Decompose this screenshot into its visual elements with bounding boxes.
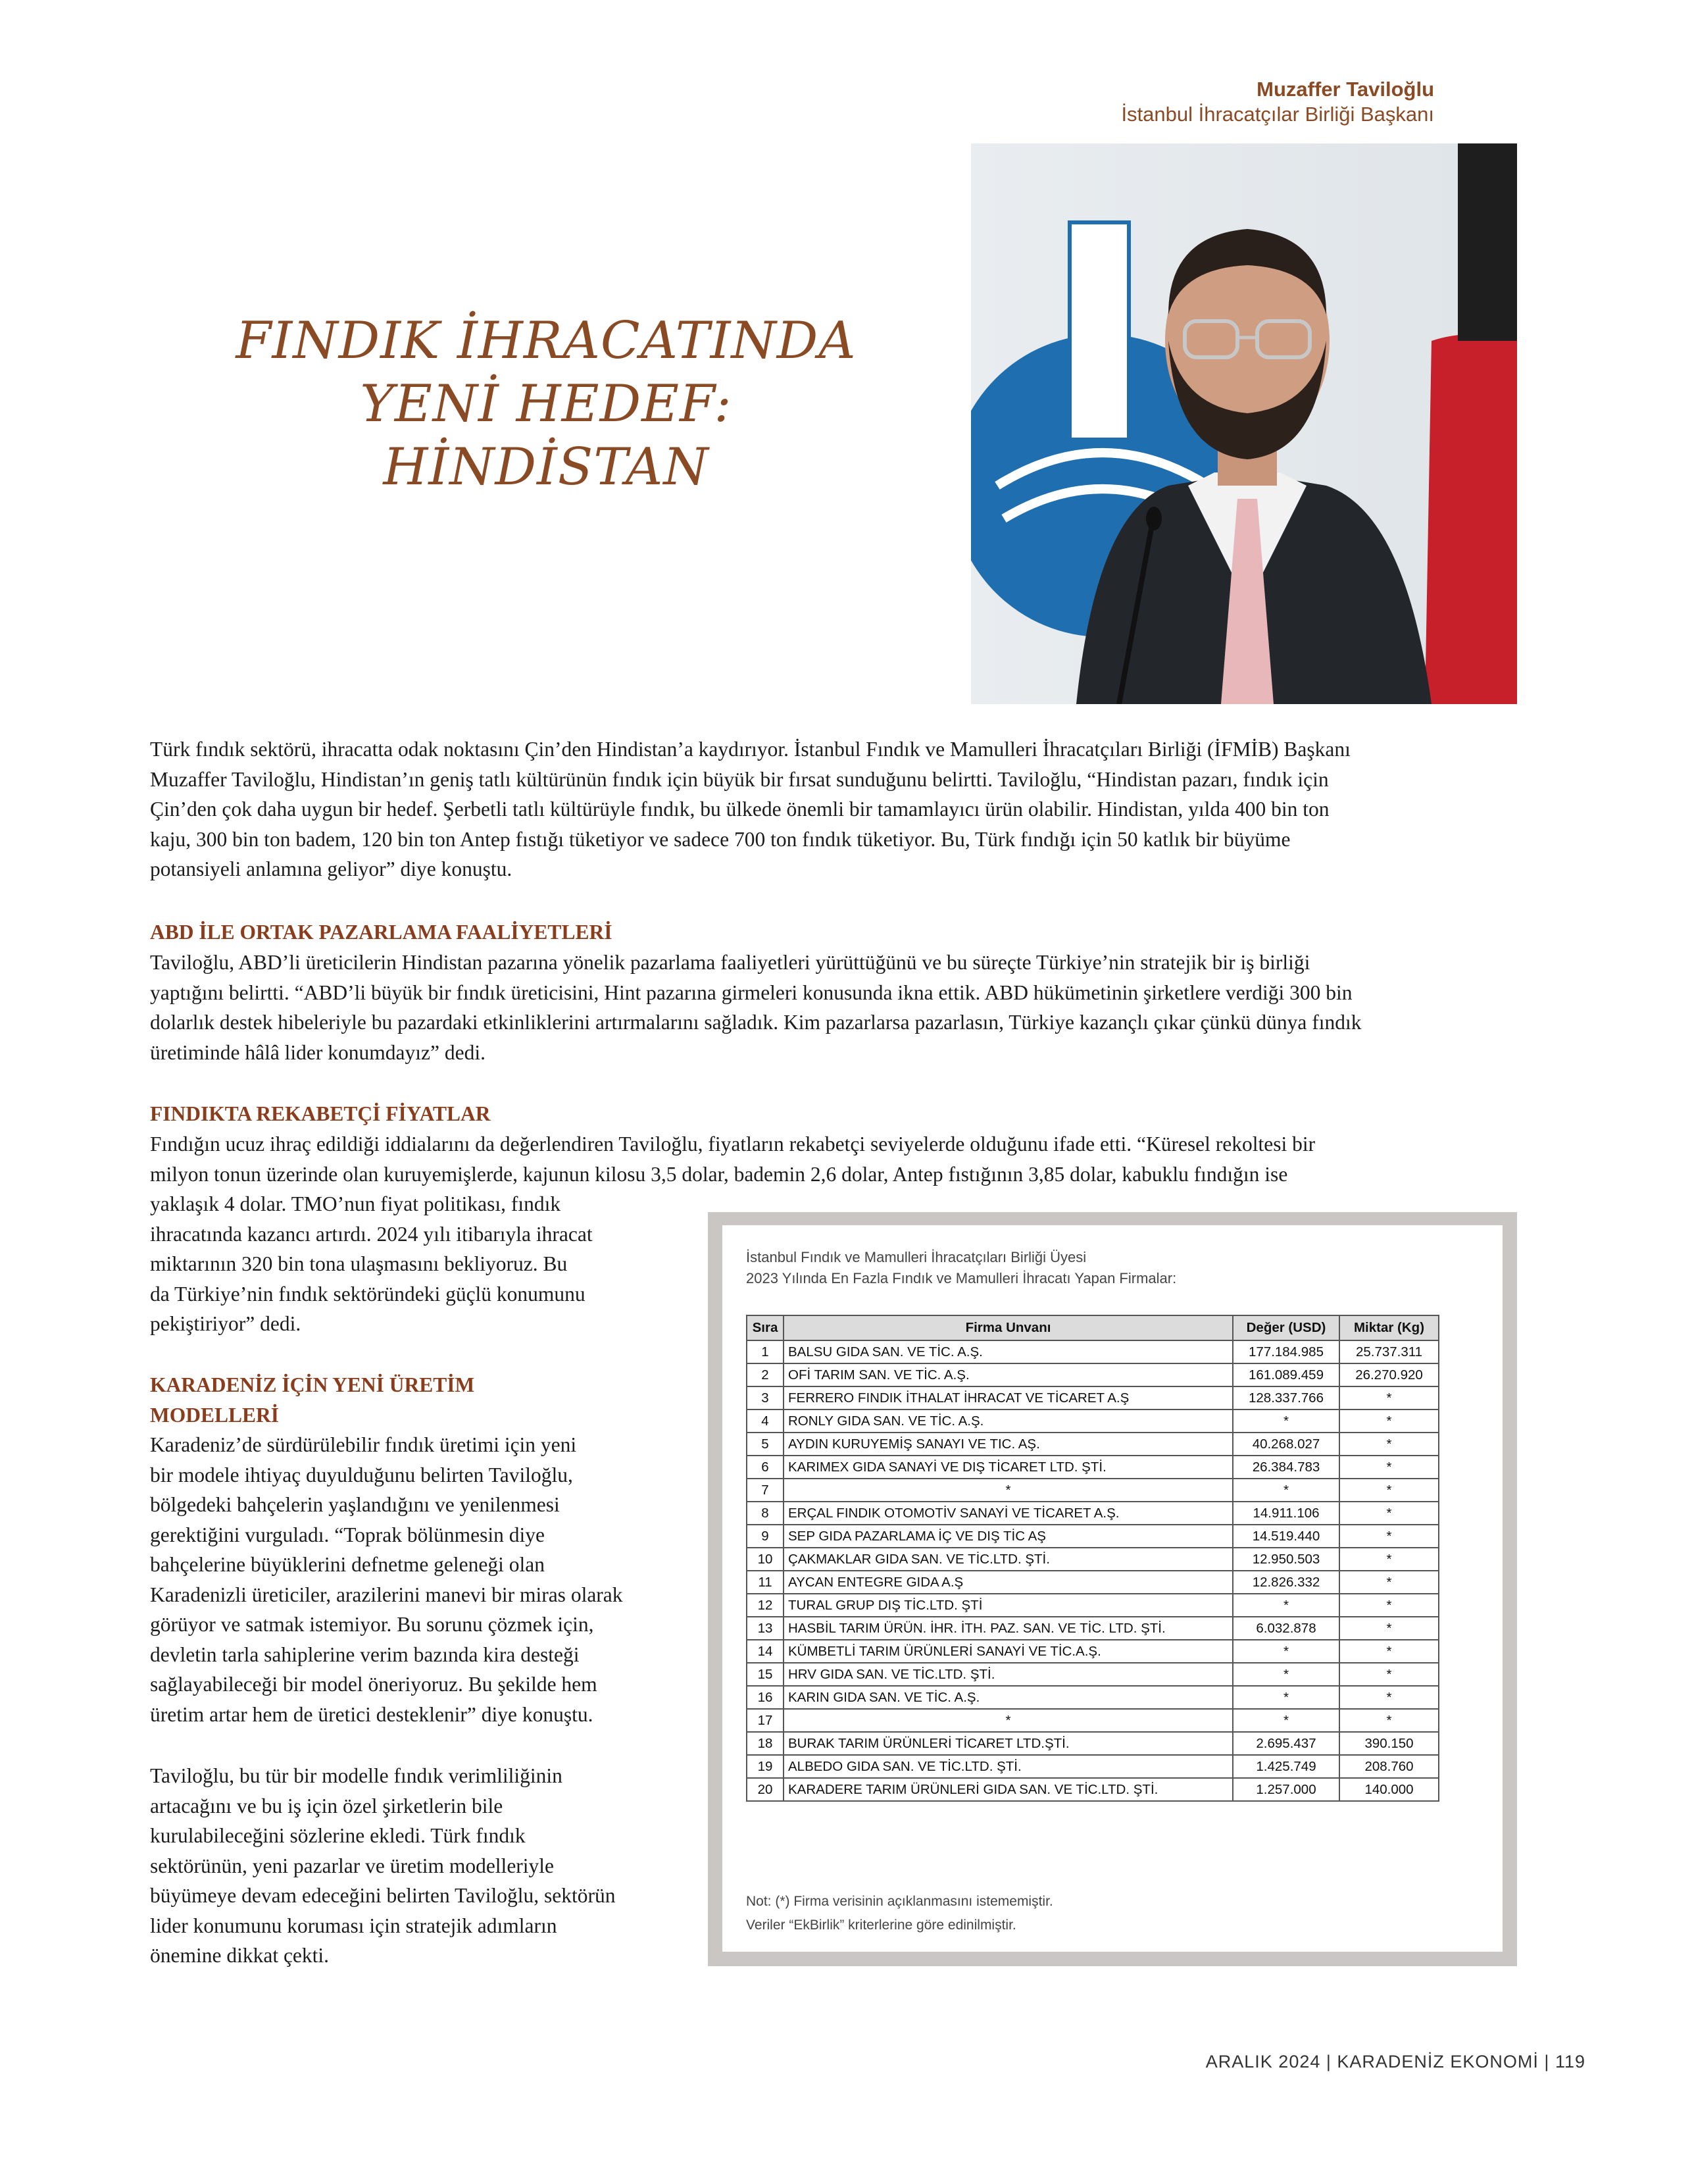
model-line: büyümeye devam edeceğini belirten Taviloğlu, sektörün [150,1884,616,1907]
model-line: lider konumunu koruması için stratejik adımların [150,1914,557,1937]
cell-miktar: 25.737.311 [1339,1340,1439,1363]
table-row [747,1433,1439,1456]
model-line: sektörünün, yeni pazarlar ve üretim modelleriyle [150,1854,555,1877]
cell-miktar: * [1339,1479,1439,1502]
cell-firma: KÜMBETLİ TARIM ÜRÜNLERİ SANAYİ VE TİC.A.Ş. [784,1640,1233,1663]
table-note-line-1: Not: (*) Firma verisinin açıklanmasını istememiştir. [746,1894,1053,1909]
cell-sira: 7 [747,1479,784,1502]
cell-miktar: * [1339,1548,1439,1571]
cell-firma: BALSU GIDA SAN. VE TİC. A.Ş. [784,1340,1233,1363]
model-line: artacağını ve bu iş için özel şirketlerin bile [150,1794,503,1817]
cell-firma: KARIMEX GIDA SANAYİ VE DIŞ TİCARET LTD. ŞTİ. [784,1456,1233,1479]
table-row [747,1340,1439,1363]
cell-sira: 20 [747,1778,784,1801]
table-row [747,1525,1439,1548]
model-line: Karadenizli üreticiler, arazilerini manevi bir miras olarak [150,1583,623,1606]
fiyat-line: miktarının 320 bin tona ulaşmasını bekliyoruz. Bu [150,1252,568,1275]
table-note-line-2: Veriler “EkBirlik” kriterlerine göre edinilmiştir. [746,1917,1016,1933]
headline-line-2: YENİ HEDEF: [360,374,732,434]
cell-sira: 5 [747,1433,784,1456]
fiyat-line: yaklaşık 4 dolar. TMO’nun fiyat politikası, fındık [150,1192,561,1215]
cell-sira: 10 [747,1548,784,1571]
model-line: önemine dikkat çekti. [150,1944,330,1967]
cell-firma: HRV GIDA SAN. VE TİC.LTD. ŞTİ. [784,1663,1233,1686]
cell-deger: * [1233,1663,1339,1686]
abd-line: üretiminde hâlâ lider konumdayız” dedi. [150,1040,486,1064]
intro-line: Muzaffer Taviloğlu, Hindistan’ın geniş tatlı kültürünün fındık için büyük bir fırsat sunduğunu belirtti. Taviloğlu, “Hindistan pazarı, fındık için [150,767,1329,791]
headline-line-1: FINDIK İHRACATINDA [236,311,857,370]
headline-line-3: HİNDİSTAN [383,438,709,497]
cell-miktar: 208.760 [1339,1755,1439,1778]
cell-firma: RONLY GIDA SAN. VE TİC. A.Ş. [784,1409,1233,1433]
headline [217,309,875,499]
cell-sira: 3 [747,1386,784,1409]
model-line: kurulabileceğini sözlerine ekledi. Türk fındık [150,1824,526,1847]
cell-miktar: * [1339,1409,1439,1433]
section-heading-abd [150,917,1466,948]
fiyat-paragraph-narrow [150,1189,676,1339]
cell-deger: * [1233,1640,1339,1663]
table-row [747,1571,1439,1594]
cell-sira: 13 [747,1617,784,1640]
cell-sira: 8 [747,1502,784,1525]
cell-deger: * [1233,1594,1339,1617]
table-row [747,1594,1439,1617]
cell-firma: AYCAN ENTEGRE GIDA A.Ş [784,1571,1233,1594]
cell-sira: 6 [747,1456,784,1479]
cell-deger: 177.184.985 [1233,1340,1339,1363]
table-row [747,1709,1439,1732]
table-row [747,1755,1439,1778]
cell-deger: 14.519.440 [1233,1525,1339,1548]
cell-miktar: * [1339,1456,1439,1479]
fiyat-line: milyon tonun üzerinde olan kuruyemişlerde, kajunun kilosu 3,5 dolar, bademin 2,6 dolar, Antep fıstığının 3,85 dolar, kabuklu fındığın ise [150,1162,1288,1186]
fiyat-line: da Türkiye’nin fındık sektöründeki güçlü konumunu [150,1282,585,1306]
cell-deger: 12.826.332 [1233,1571,1339,1594]
photo-caption-name: Muzaffer Taviloğlu [1257,78,1434,101]
cell-sira: 9 [747,1525,784,1548]
model-line: Taviloğlu, bu tür bir modelle fındık verimliliğinin [150,1764,562,1787]
cell-miktar: * [1339,1525,1439,1548]
cell-miktar: 140.000 [1339,1778,1439,1801]
fiyat-paragraph-wide [150,1129,1532,1189]
cell-firma: KARIN GIDA SAN. VE TİC. A.Ş. [784,1686,1233,1709]
cell-firma: ÇAKMAKLAR GIDA SAN. VE TİC.LTD. ŞTİ. [784,1548,1233,1571]
cell-sira: 1 [747,1340,784,1363]
model-paragraph [150,1430,696,1729]
cell-miktar: * [1339,1617,1439,1640]
page-footer: ARALIK 2024 | KARADENİZ EKONOMİ | 119 [1205,2052,1585,2071]
cell-miktar: * [1339,1640,1439,1663]
model-line: bahçelerine büyüklerini defnetme geleneği olan [150,1553,545,1576]
intro-line: kaju, 300 bin ton badem, 120 bin ton Antep fıstığı tüketiyor ve sadece 700 ton fındık tüketiyor. Bu, Türk fındığı için 50 katlık bir büyüme [150,827,1291,851]
cell-firma: BURAK TARIM ÜRÜNLERİ TİCARET LTD.ŞTİ. [784,1732,1233,1755]
fiyat-line: Fındığın ucuz ihraç edildiği iddialarını da değerlendiren Taviloğlu, fiyatların rekabetçi seviyelerde olduğunu ifade etti. “Küresel rekoltesi bir [150,1132,1316,1155]
cell-firma: ERÇAL FINDIK OTOMOTİV SANAYİ VE TİCARET A.Ş. [784,1502,1233,1525]
model-line: görüyor ve satmak istemiyor. Bu sorunu çözmek için, [150,1613,594,1636]
cell-miktar: 390.150 [1339,1732,1439,1755]
cell-sira: 11 [747,1571,784,1594]
cell-deger: * [1233,1409,1339,1433]
cell-deger: 1.257.000 [1233,1778,1339,1801]
intro-line: Türk fındık sektörü, ihracatta odak noktasını Çin’den Hindistan’a kaydırıyor. İstanbul Fındık ve Mamulleri İhracatçıları Birliği (İFMİB) Başkanı [150,738,1351,761]
model-line: bölgedeki bahçelerin yaşlandığını ve yenilenmesi [150,1493,560,1516]
intro-line: potansiyeli anlamına geliyor” diye konuştu. [150,857,512,880]
cell-deger: 6.032.878 [1233,1617,1339,1640]
cell-firma: ALBEDO GIDA SAN. VE TİC.LTD. ŞTİ. [784,1755,1233,1778]
exporters-table [746,1315,1439,1802]
abd-paragraph [150,948,1525,1067]
cell-deger: 12.950.503 [1233,1548,1339,1571]
table-header-row [747,1315,1439,1340]
cell-miktar: * [1339,1433,1439,1456]
cell-sira: 4 [747,1409,784,1433]
cell-sira: 18 [747,1732,784,1755]
cell-sira: 15 [747,1663,784,1686]
table-row [747,1386,1439,1409]
section-heading-fiyat [150,1099,1466,1129]
column-header-deger: Değer (USD) [1233,1315,1339,1340]
column-header-sira: Sıra [747,1315,784,1340]
cell-miktar: * [1339,1502,1439,1525]
cell-miktar: * [1339,1386,1439,1409]
cell-sira: 19 [747,1755,784,1778]
exporters-table-card [722,1225,1503,1952]
cell-miktar: 26.270.920 [1339,1363,1439,1386]
cell-miktar: * [1339,1571,1439,1594]
cell-miktar: * [1339,1663,1439,1686]
cell-deger: 128.337.766 [1233,1386,1339,1409]
table-heading-line-1: İstanbul Fındık ve Mamulleri İhracatçıları Birliği Üyesi [746,1249,1087,1265]
table-heading-line-2: 2023 Yılında En Fazla Fındık ve Mamulleri İhracatı Yapan Firmalar: [746,1270,1177,1286]
model-paragraph-2 [150,1761,696,1971]
cell-deger: * [1233,1686,1339,1709]
column-header-miktar: Miktar (Kg) [1339,1315,1439,1340]
cell-deger: 26.384.783 [1233,1456,1339,1479]
model-line: bir modele ihtiyaç duyulduğunu belirten Taviloğlu, [150,1463,573,1486]
cell-sira: 14 [747,1640,784,1663]
table-row [747,1409,1439,1433]
cell-deger: 161.089.459 [1233,1363,1339,1386]
table-row [747,1502,1439,1525]
section-heading-text: MODELLERİ [150,1403,280,1427]
cell-sira: 17 [747,1709,784,1732]
table-row [747,1663,1439,1686]
cell-miktar: * [1339,1709,1439,1732]
column-header-firma: Firma Unvanı [784,1315,1233,1340]
table-row [747,1732,1439,1755]
table-body [747,1340,1439,1801]
table-row [747,1548,1439,1571]
table-row [747,1456,1439,1479]
intro-line: Çin’den çok daha uygun bir hedef. Şerbetli tatlı kültürüyle fındık, bu ülkede önemli bir tamamlayıcı ürün olabilir. Hindistan, yılda 400 bin ton [150,798,1330,821]
exporters-table-panel [708,1212,1517,1966]
cell-miktar: * [1339,1594,1439,1617]
table-row [747,1640,1439,1663]
abd-line: dolarlık destek hibeleriyle bu pazardaki etkinliklerini artırmalarını sağladık. Kim pazarlarsa pazarlasın, Türkiye kazançlı çıkar çünkü dünya fındık [150,1011,1362,1034]
model-line: gerektiğini vurguladı. “Toprak bölünmesin diye [150,1523,545,1546]
abd-line: Taviloğlu, ABD’li üreticilerin Hindistan pazarına yönelik pazarlama faaliyetleri yürüttüğünü ve bu süreçte Türkiye’nin stratejik bir iş birliği [150,951,1310,974]
cell-deger: 14.911.106 [1233,1502,1339,1525]
cell-firma: SEP GIDA PAZARLAMA İÇ VE DIŞ TİC AŞ [784,1525,1233,1548]
section-heading-model [150,1370,571,1430]
cell-firma: * [784,1479,1233,1502]
cell-firma: * [784,1709,1233,1732]
abd-line: yaptığını belirtti. “ABD’li büyük bir fındık üreticisini, Hint pazarına girmeleri konusunda ikna ettik. ABD hükümetinin şirketlere verdiği 300 bin [150,980,1353,1004]
cell-sira: 16 [747,1686,784,1709]
model-line: üretim artar hem de üretici desteklenir” diye konuştu. [150,1702,593,1726]
cell-firma: AYDIN KURUYEMİŞ SANAYI VE TIC. AŞ. [784,1433,1233,1456]
portrait-photo [971,143,1517,704]
cell-firma: OFİ TARIM SAN. VE TİC. A.Ş. [784,1363,1233,1386]
photo-caption-title: İstanbul İhracatçılar Birliği Başkanı [1121,103,1434,126]
model-line: Karadeniz’de sürdürülebilir fındık üretimi için yeni [150,1433,577,1456]
cell-sira: 2 [747,1363,784,1386]
cell-miktar: * [1339,1686,1439,1709]
cell-firma: KARADERE TARIM ÜRÜNLERİ GIDA SAN. VE TİC.LTD. ŞTİ. [784,1778,1233,1801]
cell-deger: 1.425.749 [1233,1755,1339,1778]
section-heading-text: FINDIKTA REKABETÇİ FİYATLAR [150,1102,491,1125]
section-heading-text: ABD İLE ORTAK PAZARLAMA FAALİYETLERİ [150,921,612,944]
table-row [747,1778,1439,1801]
fiyat-line: pekiştiriyor” dedi. [150,1312,301,1335]
model-line: sağlayabileceği bir model öneriyoruz. Bu şekilde hem [150,1673,597,1696]
cell-firma: HASBİL TARIM ÜRÜN. İHR. İTH. PAZ. SAN. VE TİC. LTD. ŞTİ. [784,1617,1233,1640]
intro-paragraph [150,734,1525,884]
cell-sira: 12 [747,1594,784,1617]
cell-deger: * [1233,1479,1339,1502]
cell-firma: TURAL GRUP DIŞ TİC.LTD. ŞTİ [784,1594,1233,1617]
cell-deger: * [1233,1709,1339,1732]
table-row [747,1617,1439,1640]
cell-deger: 40.268.027 [1233,1433,1339,1456]
table-row [747,1363,1439,1386]
fiyat-line: ihracatında kazancı artırdı. 2024 yılı itibarıyla ihracat [150,1222,593,1246]
model-line: devletin tarla sahiplerine verim bazında kira desteği [150,1642,580,1666]
section-heading-text: KARADENİZ İÇİN YENİ ÜRETİM [150,1373,475,1396]
cell-firma: FERRERO FINDIK İTHALAT İHRACAT VE TİCARET A.Ş [784,1386,1233,1409]
cell-deger: 2.695.437 [1233,1732,1339,1755]
table-row [747,1686,1439,1709]
table-row [747,1479,1439,1502]
